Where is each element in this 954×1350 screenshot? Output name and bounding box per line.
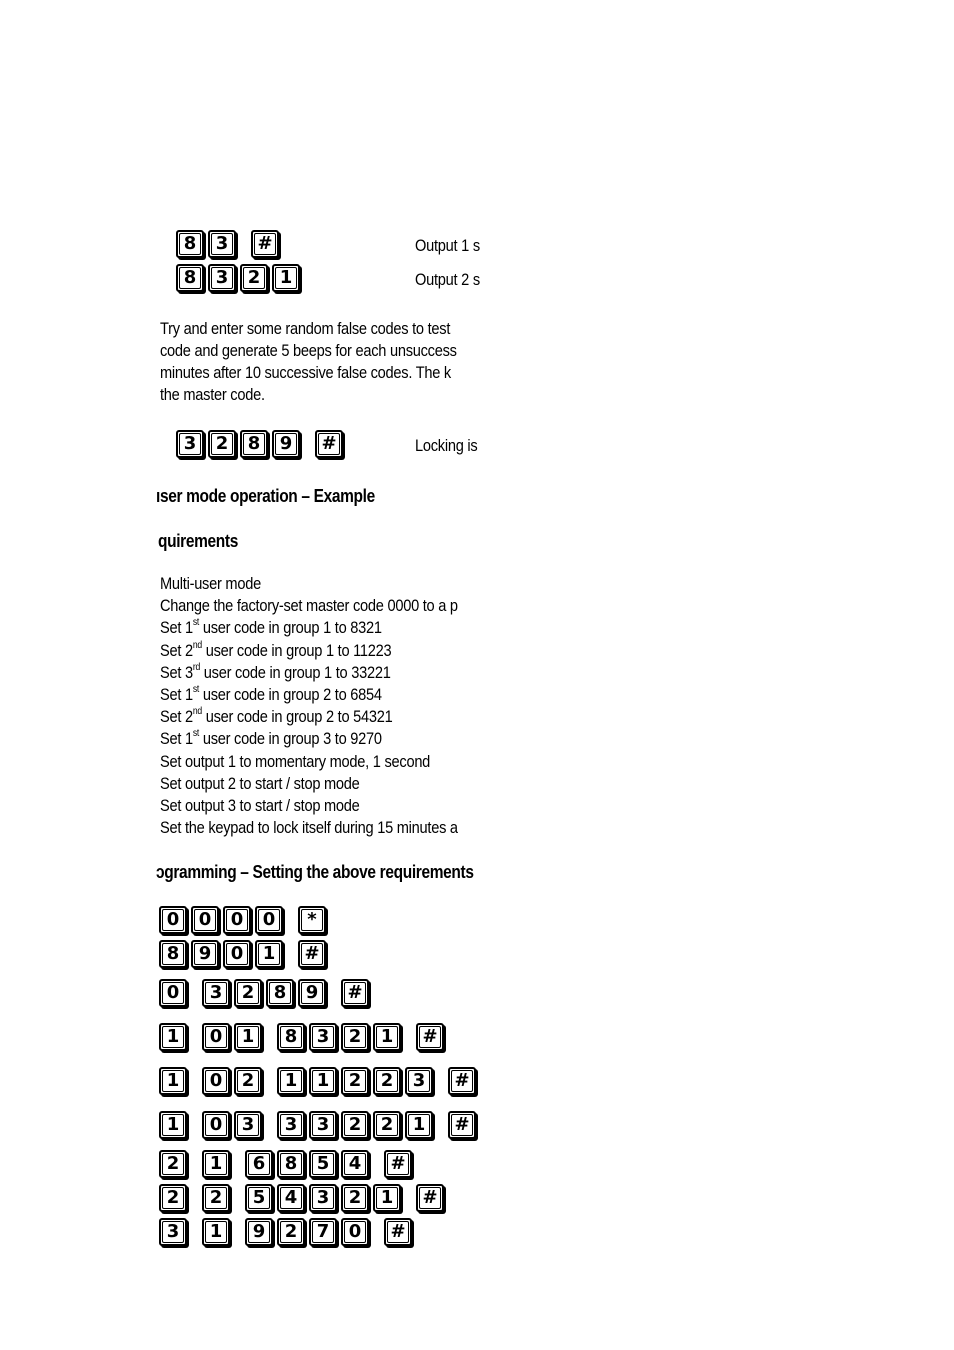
key-label: # [387,1153,409,1175]
digit-key-icon [405,1111,433,1139]
digit-key-icon [341,1023,369,1051]
digit-key-icon [341,1067,369,1095]
digit-key-icon [309,1184,337,1212]
key-label: 0 [226,943,248,965]
key-label: 1 [258,943,280,965]
key-label: 1 [376,1026,398,1048]
digit-key-icon [159,906,187,934]
key-label: 2 [237,982,259,1004]
star-key-icon [298,906,326,934]
key-label: 3 [280,1114,302,1136]
key-label: 0 [205,1114,227,1136]
digit-key-icon [272,264,300,292]
digit-key-icon [191,906,219,934]
digit-key-icon [159,1150,187,1178]
key-label: 0 [162,909,184,931]
digit-key-icon [255,906,283,934]
key-label: 2 [162,1153,184,1175]
requirement-item [160,753,430,770]
key-sequence-row [159,1111,480,1139]
digit-key-icon [277,1111,305,1139]
paragraph-line: code and generate 5 beeps for each unsuccess [160,341,457,360]
key-label: 1 [162,1114,184,1136]
digit-key-icon [208,264,236,292]
digit-key-icon [309,1218,337,1246]
heading-programming: ɔgramming – Setting the above requirements [156,862,474,882]
hash-key-icon [384,1218,412,1246]
key-label: 9 [275,433,297,455]
ordinal-suffix: nd [192,706,202,718]
paragraph-line: Try and enter some random false codes to test [160,319,451,338]
key-label: 3 [211,233,233,255]
key-sequence-row [159,1023,448,1051]
digit-key-icon [341,1150,369,1178]
key-label: # [419,1026,441,1048]
key-label: 8 [179,267,201,289]
requirement-item [160,597,458,614]
heading-requirements: quirements [158,531,239,551]
key-sequence-row [159,1150,416,1178]
digit-key-icon [298,979,326,1007]
key-sequence-row [159,979,373,1007]
hash-key-icon [416,1184,444,1212]
requirement-item [160,775,360,792]
paragraph-line: minutes after 10 successive false codes. The k [160,363,451,382]
key-label: 8 [269,982,291,1004]
digit-key-icon [277,1023,305,1051]
key-label: # [301,943,323,965]
requirement-text: Set 2 [160,707,193,727]
key-label: 9 [248,1221,270,1243]
requirement-text: Set 1 [160,685,193,704]
key-label: 0 [344,1221,366,1243]
key-label: 5 [248,1187,270,1209]
key-label: 2 [376,1070,398,1092]
key-sequence-output2 [176,264,304,292]
digit-key-icon [309,1023,337,1051]
hash-key-icon [448,1067,476,1095]
digit-key-icon [159,1111,187,1139]
key-label: 5 [312,1153,334,1175]
key-label: 2 [344,1114,366,1136]
digit-key-icon [266,979,294,1007]
key-sequence-row [159,940,330,968]
key-label: # [419,1187,441,1209]
digit-key-icon [277,1067,305,1095]
locking-label: Locking is [415,436,478,455]
requirement-item [160,575,261,592]
digit-key-icon [159,1184,187,1212]
key-sequence-row [159,1218,416,1246]
requirement-text: Set 2 [160,640,193,660]
key-label: * [301,909,323,931]
requirement-text: Change the factory-set master code 0000 to a p [160,596,458,616]
key-label: 1 [237,1026,259,1048]
key-sequence-output1 [176,230,283,258]
requirement-text: Set output 1 to momentary mode, 1 second [160,751,431,771]
requirement-text: user code in group 1 to 33221 [199,662,391,682]
digit-key-icon [223,906,251,934]
key-label: 0 [205,1026,227,1048]
key-label: 0 [205,1070,227,1092]
digit-key-icon [159,940,187,968]
key-label: 3 [162,1221,184,1243]
key-label: 2 [237,1070,259,1092]
output1-label: Output 1 s [415,236,480,255]
digit-key-icon [277,1150,305,1178]
digit-key-icon [202,1218,230,1246]
digit-key-icon [245,1184,273,1212]
key-label: 2 [205,1187,227,1209]
hash-key-icon [298,940,326,968]
digit-key-icon [234,1111,262,1139]
key-label: 0 [258,909,280,931]
digit-key-icon [405,1067,433,1095]
key-label: # [387,1221,409,1243]
key-label: 2 [344,1026,366,1048]
ordinal-suffix: st [192,728,200,740]
digit-key-icon [373,1111,401,1139]
digit-key-icon [202,1150,230,1178]
digit-key-icon [208,430,236,458]
key-label: 3 [205,982,227,1004]
key-label: 1 [275,267,297,289]
digit-key-icon [234,1067,262,1095]
key-sequence-row [159,1067,480,1095]
paragraph-line: the master code. [160,385,265,404]
digit-key-icon [176,264,204,292]
requirement-item [160,730,382,747]
digit-key-icon [234,1023,262,1051]
requirement-text: user code in group 2 to 54321 [201,707,393,727]
digit-key-icon [309,1111,337,1139]
key-label: 0 [194,909,216,931]
digit-key-icon [341,1218,369,1246]
digit-key-icon [245,1150,273,1178]
key-label: 9 [194,943,216,965]
key-label: 3 [211,267,233,289]
hash-key-icon [315,430,343,458]
digit-key-icon [202,1067,230,1095]
ordinal-suffix: nd [192,639,202,651]
heading-example: ıser mode operation – Example [156,486,375,506]
key-label: 9 [301,982,323,1004]
key-label: # [318,433,340,455]
digit-key-icon [208,230,236,258]
key-label: 2 [344,1187,366,1209]
digit-key-icon [245,1218,273,1246]
ordinal-suffix: rd [192,661,200,673]
digit-key-icon [373,1067,401,1095]
key-label: 1 [376,1187,398,1209]
digit-key-icon [159,1067,187,1095]
digit-key-icon [159,1023,187,1051]
key-sequence-lock [176,430,347,458]
key-label: 8 [243,433,265,455]
key-label: 6 [248,1153,270,1175]
digit-key-icon [234,979,262,1007]
digit-key-icon [202,1184,230,1212]
key-label: 2 [243,267,265,289]
key-sequence-row [159,1184,448,1212]
digit-key-icon [373,1184,401,1212]
digit-key-icon [272,430,300,458]
digit-key-icon [176,230,204,258]
key-label: 3 [312,1114,334,1136]
requirement-text: Multi-user mode [160,574,261,593]
requirement-text: Set 3 [160,662,193,682]
key-label: 4 [280,1187,302,1209]
key-label: 1 [312,1070,334,1092]
key-label: 3 [408,1070,430,1092]
requirement-text: user code in group 2 to 6854 [199,685,382,704]
ordinal-suffix: st [192,684,200,695]
key-label: 2 [211,433,233,455]
hash-key-icon [448,1111,476,1139]
key-label: 3 [312,1187,334,1209]
requirement-text: Set 1 [160,729,193,749]
key-label: 0 [226,909,248,931]
key-label: 1 [205,1221,227,1243]
key-label: # [344,982,366,1004]
digit-key-icon [159,1218,187,1246]
key-label: 8 [179,233,201,255]
key-label: 8 [280,1026,302,1048]
digit-key-icon [277,1218,305,1246]
requirement-item [160,708,393,725]
hash-key-icon [416,1023,444,1051]
hash-key-icon [341,979,369,1007]
digit-key-icon [223,940,251,968]
hash-key-icon [384,1150,412,1178]
digit-key-icon [240,264,268,292]
requirement-text: Set output 3 to start / stop mode [160,796,360,815]
requirement-item [160,686,382,703]
ordinal-suffix: st [192,617,200,629]
key-label: 1 [162,1070,184,1092]
digit-key-icon [341,1111,369,1139]
requirement-item [160,661,391,682]
key-label: 1 [280,1070,302,1092]
digit-key-icon [202,1111,230,1139]
output2-label: Output 2 s [415,270,480,289]
key-label: 2 [280,1221,302,1243]
digit-key-icon [191,940,219,968]
key-label: 4 [344,1153,366,1175]
digit-key-icon [202,979,230,1007]
digit-key-icon [341,1184,369,1212]
digit-key-icon [176,430,204,458]
requirement-item [160,639,392,660]
key-sequence-row [159,906,330,934]
requirement-item [160,819,458,836]
key-label: 8 [162,943,184,965]
key-label: 7 [312,1221,334,1243]
digit-key-icon [373,1023,401,1051]
key-label: 2 [344,1070,366,1092]
requirement-text: Set output 2 to start / stop mode [160,773,360,793]
key-label: 3 [237,1114,259,1136]
requirement-text: user code in group 1 to 11223 [201,640,392,660]
key-label: 2 [162,1187,184,1209]
key-label: 1 [205,1153,227,1175]
key-label: 3 [179,433,201,455]
key-label: # [451,1114,473,1136]
requirement-item [160,797,360,814]
requirement-text: Set 1 [160,618,193,638]
requirement-text: user code in group 3 to 9270 [199,729,382,749]
key-label: # [451,1070,473,1092]
digit-key-icon [159,979,187,1007]
digit-key-icon [240,430,268,458]
requirement-text: Set the keypad to lock itself during 15 minutes a [160,818,458,838]
key-label: 8 [280,1153,302,1175]
digit-key-icon [309,1150,337,1178]
key-label: 2 [376,1114,398,1136]
key-label: 1 [408,1114,430,1136]
key-label: 1 [162,1026,184,1048]
key-label: 0 [162,982,184,1004]
key-label: # [254,233,276,255]
digit-key-icon [277,1184,305,1212]
digit-key-icon [309,1067,337,1095]
hash-key-icon [251,230,279,258]
key-label: 3 [312,1026,334,1048]
requirement-text: user code in group 1 to 8321 [199,618,382,638]
requirement-item [160,619,382,636]
digit-key-icon [255,940,283,968]
digit-key-icon [202,1023,230,1051]
